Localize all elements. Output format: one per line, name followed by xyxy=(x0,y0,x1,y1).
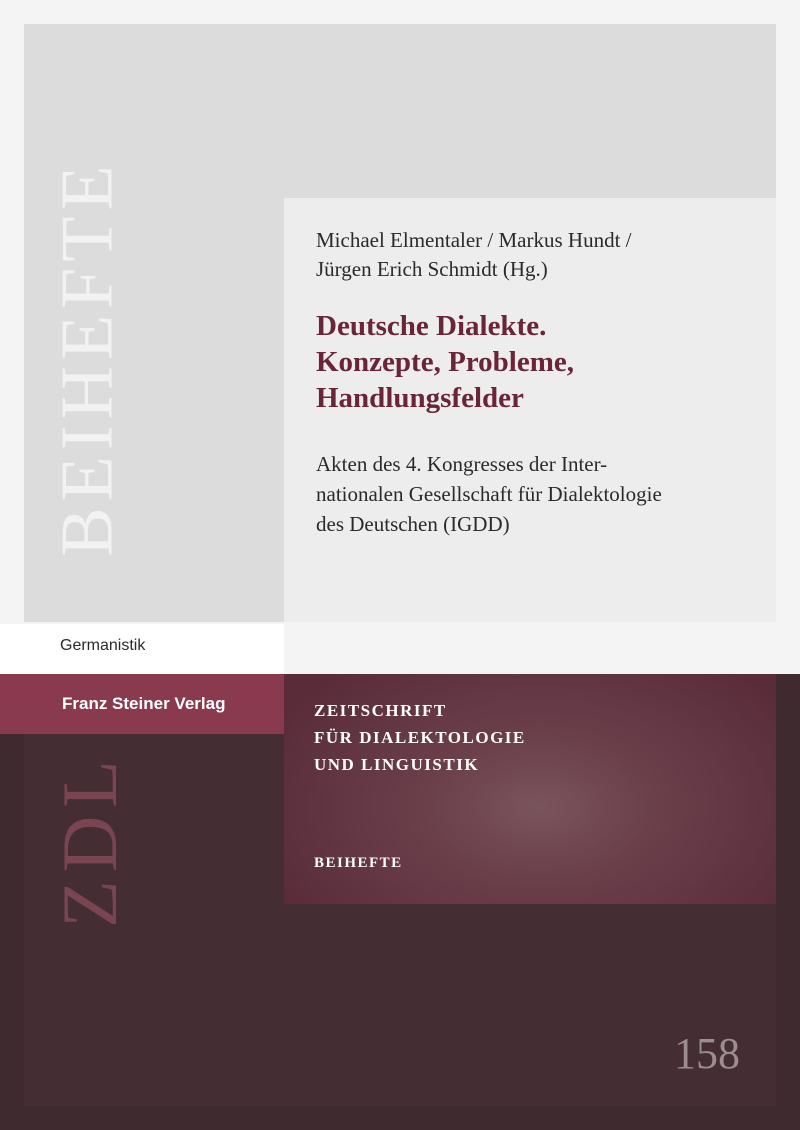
book-subtitle-line-1: Akten des 4. Kongresses der Inter- xyxy=(316,452,608,476)
book-subtitle xyxy=(316,449,662,539)
series-vertical-label xyxy=(38,108,138,608)
journal-series-label: BEIHEFTE xyxy=(314,855,403,871)
editors-line-1: Michael Elmentaler / Markus Hundt / xyxy=(316,228,632,252)
book-subtitle-line-3: des Deutschen (IGDD) xyxy=(316,512,510,536)
journal-title xyxy=(314,697,526,778)
book-subtitle-line-2: nationalen Gesellschaft für Dialektologie xyxy=(316,482,662,506)
book-title-line-2: Konzepte, Probleme, xyxy=(316,346,574,378)
series-vertical-text: BEIHEFTE xyxy=(46,159,129,557)
editors xyxy=(316,226,632,284)
journal-abbreviation xyxy=(40,730,140,950)
journal-title-line-3: UND LINGUISTIK xyxy=(314,755,480,774)
book-title-line-3: Handlungsfelder xyxy=(316,382,524,414)
publisher-name: Franz Steiner Verlag xyxy=(62,694,226,713)
journal-title-line-2: FÜR DIALEKTOLOGIE xyxy=(314,728,526,747)
book-title xyxy=(316,308,574,416)
book-title-line-1: Deutsche Dialekte. xyxy=(316,310,547,342)
volume-number: 158 xyxy=(674,1029,740,1078)
editors-line-2: Jürgen Erich Schmidt (Hg.) xyxy=(316,257,548,281)
subject-label: Germanistik xyxy=(60,637,146,654)
journal-title-line-1: ZEITSCHRIFT xyxy=(314,701,447,720)
journal-abbreviation-text: ZDL xyxy=(46,752,133,928)
